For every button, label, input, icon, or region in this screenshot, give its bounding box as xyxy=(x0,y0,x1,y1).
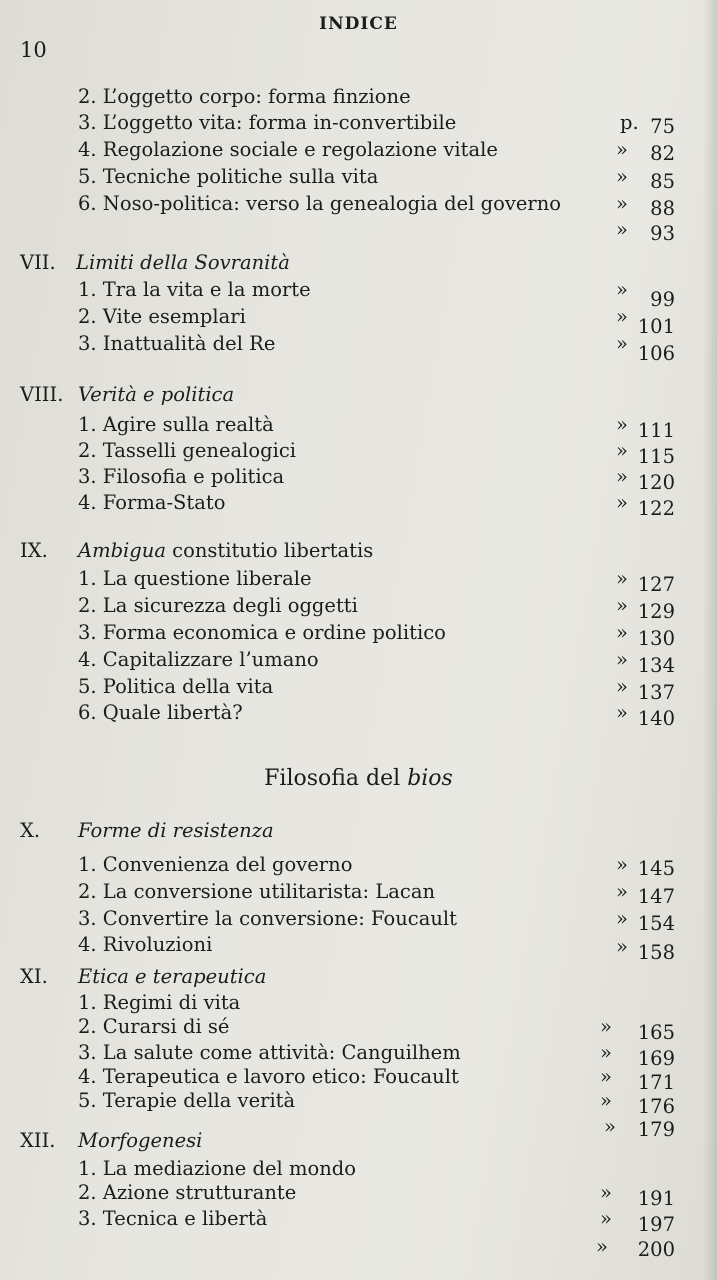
running-head: INDICE xyxy=(319,14,398,34)
toc-entry: 4. Regolazione sociale e regolazione vitale » 82 xyxy=(78,138,675,165)
toc-entry: » 200 xyxy=(596,1235,675,1261)
toc-entry: 3. L’oggetto vita: forma in-convertibile p. 75 xyxy=(78,111,675,138)
toc-entry: 6. Quale libertà? » 140 xyxy=(78,701,675,730)
toc-entry: 2. Vite esemplari » 101 xyxy=(78,305,675,338)
toc-entry: 4. Capitalizzare l’umano » 134 xyxy=(78,648,675,677)
toc-entry: 3. Forma economica e ordine politico » 130 xyxy=(78,621,675,650)
chapter-heading: IX. Ambigua constitutio libertatis xyxy=(20,539,374,562)
toc-entry: 4. Rivoluzioni xyxy=(78,933,213,956)
toc-entry: 2. Curarsi di sé » 165 xyxy=(78,1015,675,1044)
toc-entry: » 179 xyxy=(604,1115,675,1141)
toc-entry: 3. Convertire la conversione: Foucault » 154 xyxy=(78,907,675,935)
toc-entry: » 158 xyxy=(616,935,675,964)
chapter-heading: X. Forme di resistenza xyxy=(20,819,274,842)
toc-entry: 3. Tecnica e libertà » 197 xyxy=(78,1207,675,1236)
toc-entry: 2. Azione strutturante » 191 xyxy=(78,1181,675,1210)
toc-entry: 5. Politica della vita » 137 xyxy=(78,675,675,704)
toc-entry: 1. La questione liberale » 127 xyxy=(78,567,675,596)
chapter-heading: XI. Etica e terapeutica xyxy=(20,965,267,988)
toc-entry: 3. Filosofia e politica » 120 xyxy=(78,465,675,494)
toc-entry: 4. Terapeutica e lavoro etico: Foucault » 171 xyxy=(78,1065,675,1094)
toc-entry: 1. Convenienza del governo » 145 xyxy=(78,853,675,880)
toc-entry: 1. La mediazione del mondo xyxy=(78,1157,356,1180)
toc-entry: 2. Tasselli genealogici » 115 xyxy=(78,439,675,468)
toc-entry: 2. La sicurezza degli oggetti » 129 xyxy=(78,594,675,623)
toc-entry: 2. L’oggetto corpo: forma finzione xyxy=(78,85,411,108)
toc-entry: » 93 xyxy=(616,218,675,245)
page-number: 10 xyxy=(20,38,47,62)
toc-entry: 3. La salute come attività: Canguilhem » 169 xyxy=(78,1041,675,1070)
toc-entry: 4. Forma-Stato » 122 xyxy=(78,491,675,520)
toc-entry: 5. Tecniche politiche sulla vita » 85 xyxy=(78,165,675,193)
toc-entry: 5. Terapie della verità » 176 xyxy=(78,1089,675,1118)
chapter-heading: VII. Limiti della Sovranità xyxy=(20,251,290,274)
toc-entry: 6. Noso-politica: verso la genealogia del governo » 88 xyxy=(78,192,675,220)
toc-entry: 3. Inattualità del Re » 106 xyxy=(78,332,675,365)
toc-entry: 1. Regimi di vita xyxy=(78,991,241,1014)
part-title: Filosofia del bios xyxy=(264,766,453,791)
toc-entry: 2. La conversione utilitarista: Lacan » 147 xyxy=(78,880,675,908)
chapter-heading: XII. Morfogenesi xyxy=(20,1129,203,1152)
toc-entry: 1. Agire sulla realtà » 111 xyxy=(78,413,675,442)
toc-entry: 1. Tra la vita e la morte » 99 xyxy=(78,278,675,311)
chapter-heading: VIII. Verità e politica xyxy=(20,383,235,406)
